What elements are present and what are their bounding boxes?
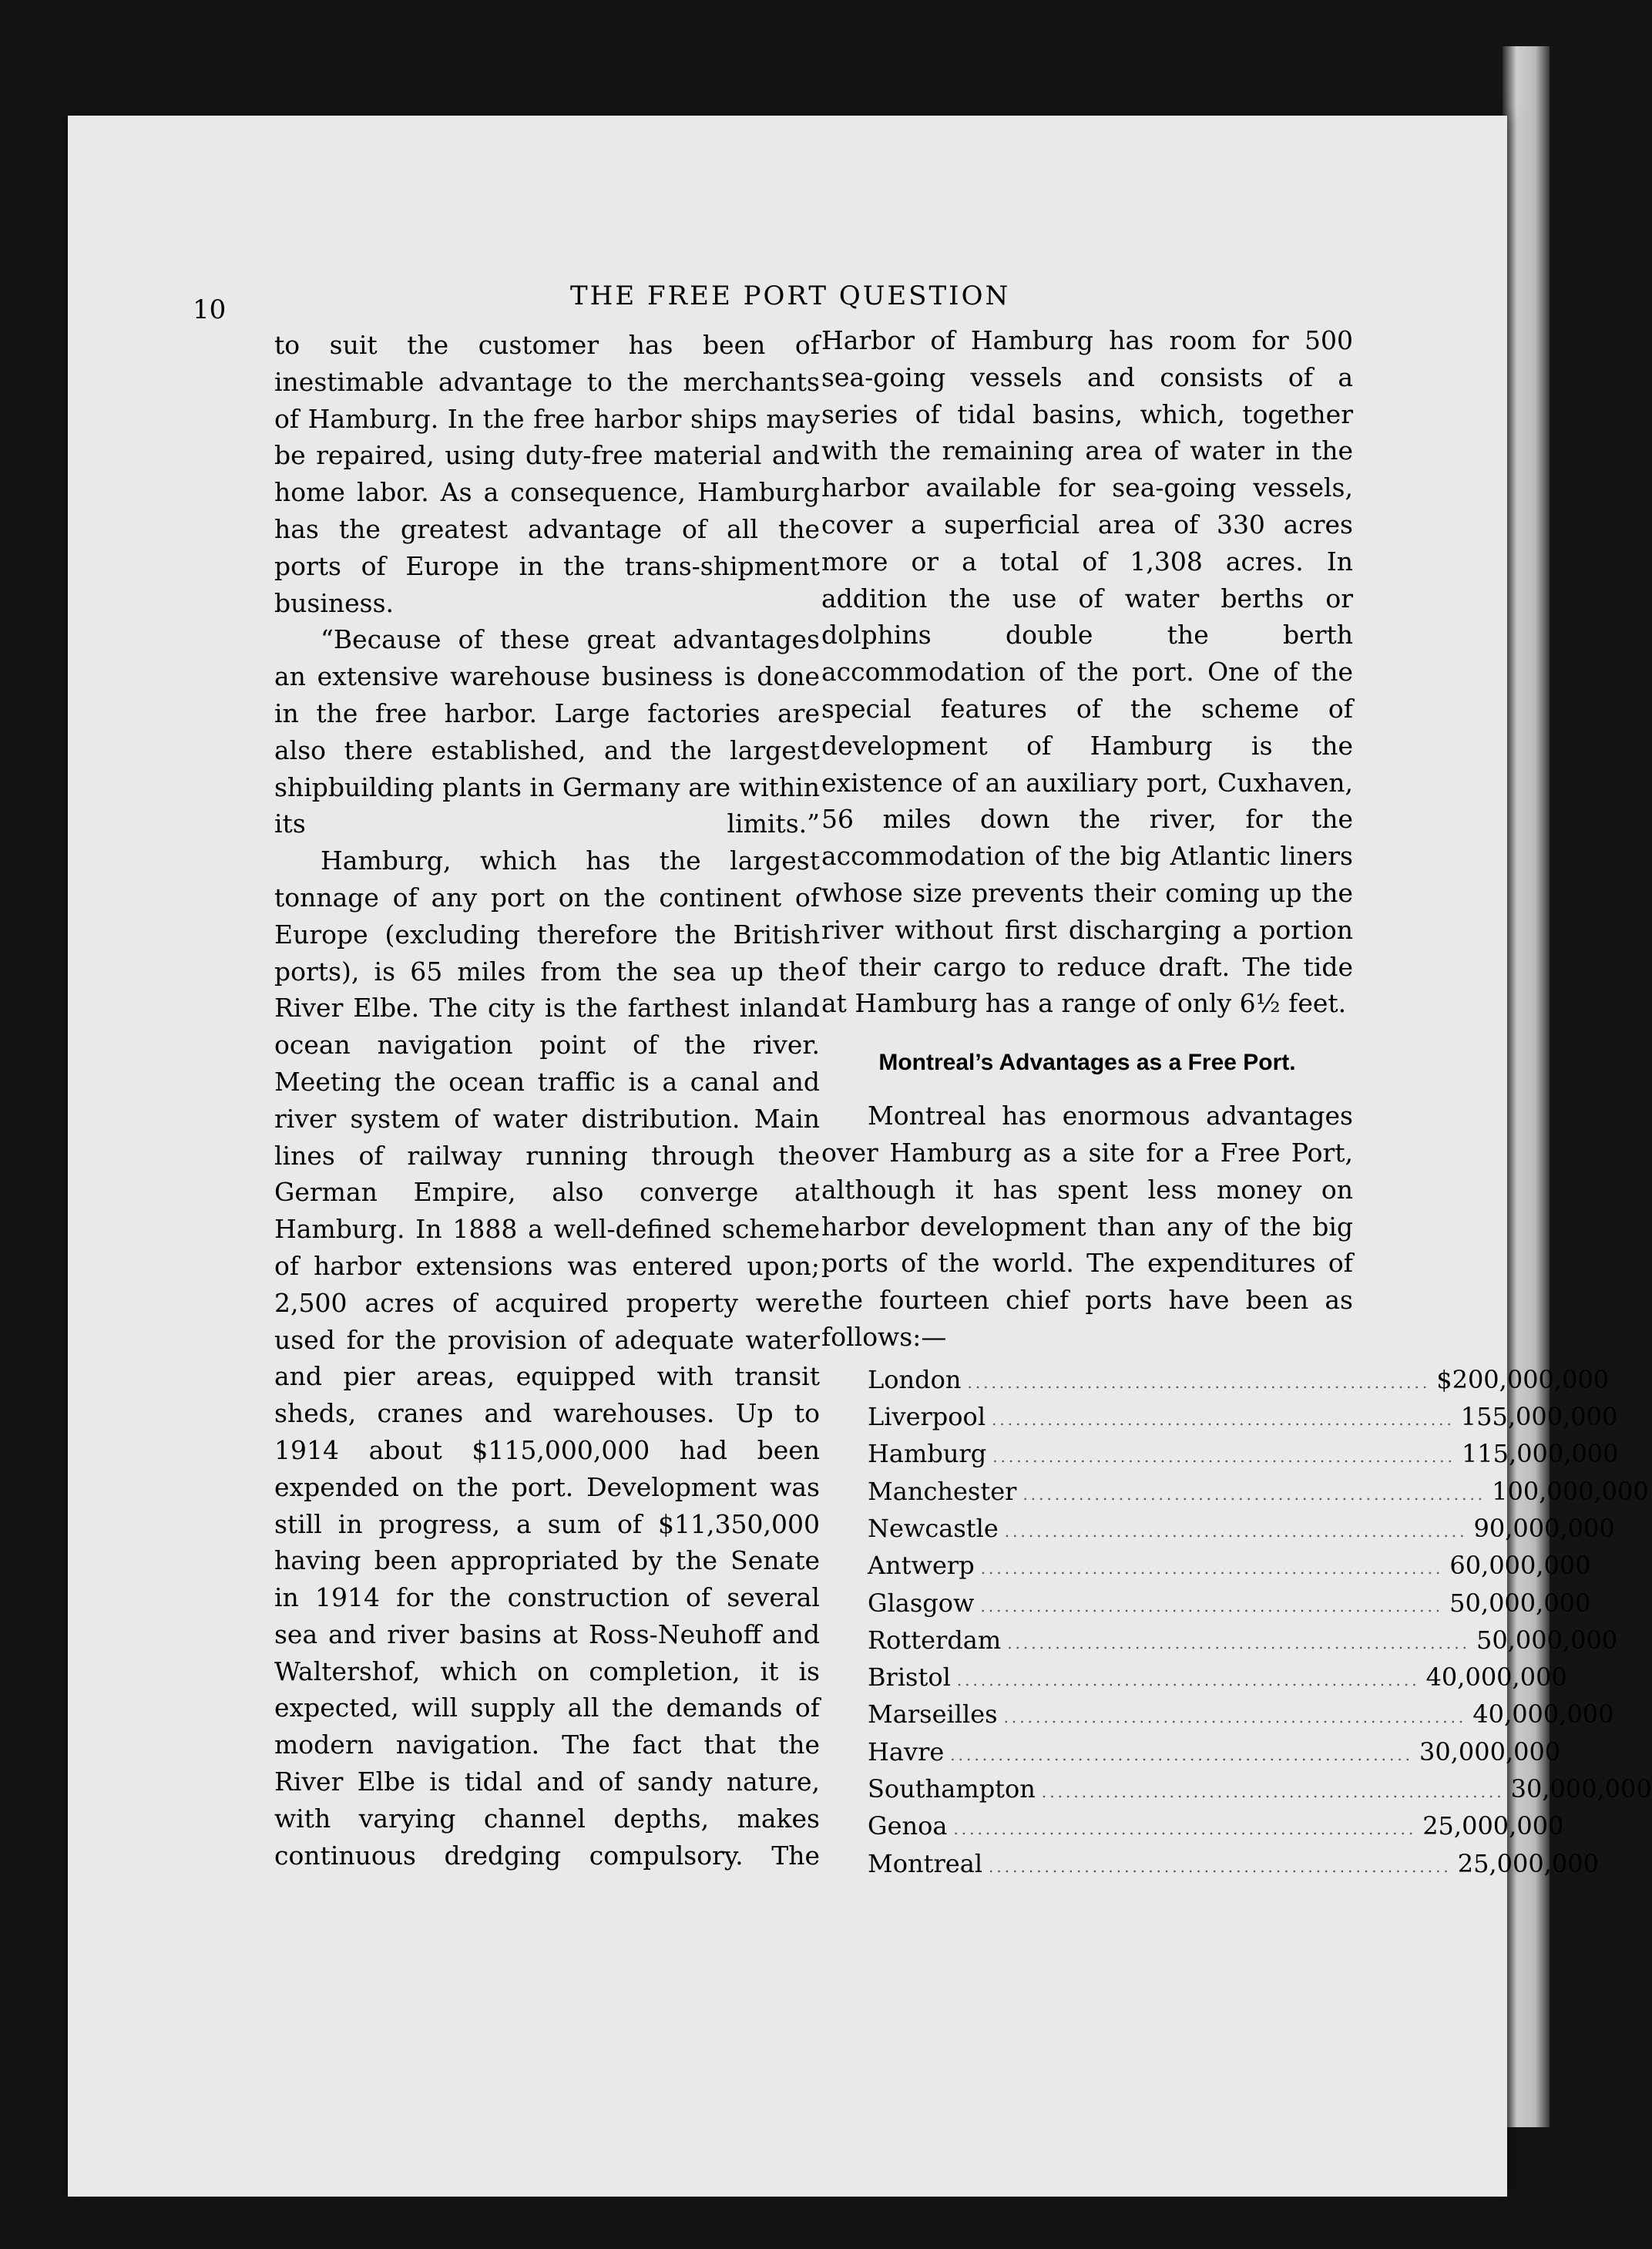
port-name: Manchester bbox=[868, 1476, 1017, 1506]
list-item bbox=[868, 1734, 1561, 1771]
port-name: Montreal bbox=[868, 1848, 983, 1878]
list-item bbox=[868, 1808, 1564, 1845]
port-name: Genoa bbox=[868, 1811, 948, 1841]
port-name: Marseilles bbox=[868, 1699, 998, 1730]
dot-leader: .......................................................... bbox=[1022, 1484, 1486, 1504]
list-item bbox=[868, 1771, 1652, 1808]
dot-leader: .......................................................... bbox=[980, 1559, 1444, 1578]
port-amount: 115,000,000 bbox=[1461, 1439, 1619, 1469]
dot-leader: .......................................................... bbox=[953, 1820, 1417, 1839]
paragraph-hamburg: Hamburg, which has the largest tonnage of any port on the continent of Europe (excluding therefore the British ports), is 65 miles from the sea up the River Elbe. The city is the farthest inland ocean navigation point of the river. Meeting the ocean traffic is a canal and river system of water distribution. Main lines of railway running through the German Empire, also converge at Hamburg. In 1888 a well-defined scheme of harbor extensions was entered upon; 2,500 acres of acquired property were used for the provision of adequate water and pier areas, equipped with transit sheds, cranes and warehouses. Up to 1914 about $115,000,000 had been expended on the port. Development was still in progress, a sum of $11,350,000 having been appropriated by the Senate in 1914 for the construction of several sea and river basins at Ross-Neuhoff and Waltershof, which on completion, it is expected, will supply all the demands of modern navigation. The fact that the River Elbe is tidal and of sandy nature, with varying channel depths, makes continuous dredging compulsory. The bbox=[274, 845, 820, 1871]
dot-leader: .......................................................... bbox=[1041, 1782, 1505, 1801]
dot-leader: .......................................................... bbox=[1004, 1521, 1468, 1541]
paragraph-harbor: Harbor of Hamburg has room for 500 sea-going vessels and consists of a series of tidal basins, which, together with the remaining area of water in the harbor available for sea-going vessels, cover a superficial area of 330 acres more or a total of 1,308 acres. In addition the use of water berths or dolphins double the berth accommodation of the port. One of the special features of the scheme of development of Hamburg is the existence of an auxiliary port, Cuxhaven, 56 miles down the river, for the accommodation of the big Atlantic liners whose size prevents their coming up the river without first discharging a portion of their cargo to reduce draft. The tide at Hamburg has a range of only 6½ feet. bbox=[821, 325, 1353, 1019]
dot-leader: .......................................................... bbox=[992, 1410, 1455, 1430]
paragraph-continuation: to suit the customer has been of inestimable advantage to the merchants of Hamburg. In the free harbor ships may be repaired, using duty-free material and home labor. As a consequence, Hamburg has the greatest advantage of all the ports of Europe in the trans-shipment business. bbox=[274, 330, 820, 618]
port-amount: 50,000,000 bbox=[1449, 1588, 1591, 1618]
port-amount: 155,000,000 bbox=[1460, 1402, 1618, 1432]
port-name: London bbox=[868, 1364, 962, 1394]
dot-leader: .......................................................... bbox=[950, 1745, 1414, 1764]
port-amount: 30,000,000 bbox=[1419, 1736, 1561, 1767]
list-item bbox=[868, 1399, 1618, 1436]
port-name: Antwerp bbox=[868, 1551, 975, 1581]
left-column bbox=[274, 327, 820, 1874]
list-item bbox=[868, 1436, 1619, 1473]
dot-leader: .......................................................... bbox=[967, 1373, 1431, 1392]
list-item bbox=[868, 1511, 1615, 1548]
section-heading: Montreal’s Advantages as a Free Port. bbox=[878, 1050, 1296, 1076]
dot-leader: .......................................................... bbox=[1003, 1708, 1467, 1727]
dot-leader: .......................................................... bbox=[1007, 1633, 1470, 1652]
list-item bbox=[868, 1846, 1599, 1883]
right-column bbox=[821, 322, 1652, 1883]
port-amount: 60,000,000 bbox=[1449, 1551, 1591, 1581]
port-name: Southampton bbox=[868, 1773, 1036, 1804]
list-item bbox=[868, 1585, 1591, 1622]
list-item bbox=[868, 1474, 1649, 1511]
paragraph-montreal-intro: Montreal has enormous advantages over Hamburg as a site for a Free Port, although it has spent less money on harbor development than any of the big ports of the world. The expenditures of the fourteen chief ports have been as follows:— bbox=[821, 1101, 1353, 1352]
port-name: Newcastle bbox=[868, 1513, 999, 1543]
page-number: 10 bbox=[193, 294, 227, 325]
list-item bbox=[868, 1548, 1591, 1585]
port-name: Havre bbox=[868, 1736, 945, 1767]
port-amount: 25,000,000 bbox=[1422, 1811, 1564, 1841]
port-amount: $200,000,000 bbox=[1436, 1364, 1610, 1394]
dot-leader: .......................................................... bbox=[989, 1857, 1452, 1876]
port-amount: 30,000,000 bbox=[1510, 1773, 1652, 1804]
running-title: THE FREE PORT QUESTION bbox=[570, 281, 1011, 311]
port-name: Liverpool bbox=[868, 1402, 986, 1432]
port-amount: 100,000,000 bbox=[1492, 1476, 1649, 1506]
list-item bbox=[868, 1696, 1614, 1733]
port-amount: 50,000,000 bbox=[1476, 1625, 1618, 1655]
port-name: Bristol bbox=[868, 1662, 951, 1693]
list-item bbox=[868, 1362, 1610, 1399]
list-item bbox=[868, 1622, 1618, 1659]
port-amount: 40,000,000 bbox=[1425, 1662, 1567, 1693]
port-amount: 90,000,000 bbox=[1473, 1513, 1615, 1543]
dot-leader: .......................................................... bbox=[980, 1596, 1444, 1615]
port-name: Hamburg bbox=[868, 1439, 987, 1469]
port-name: Rotterdam bbox=[868, 1625, 1002, 1655]
dot-leader: .......................................................... bbox=[956, 1671, 1420, 1690]
port-expenditure-list bbox=[868, 1362, 1652, 1883]
port-amount: 25,000,000 bbox=[1457, 1848, 1599, 1878]
paragraph-quote: “Because of these great advantages an extensive warehouse business is done in the free harbor. Large factories are also there established, and the largest shipbuilding plants in Germany are within its limits.” bbox=[274, 624, 820, 839]
list-item bbox=[868, 1659, 1567, 1696]
port-amount: 40,000,000 bbox=[1472, 1699, 1614, 1730]
dot-leader: .......................................................... bbox=[992, 1447, 1456, 1467]
port-name: Glasgow bbox=[868, 1588, 975, 1618]
